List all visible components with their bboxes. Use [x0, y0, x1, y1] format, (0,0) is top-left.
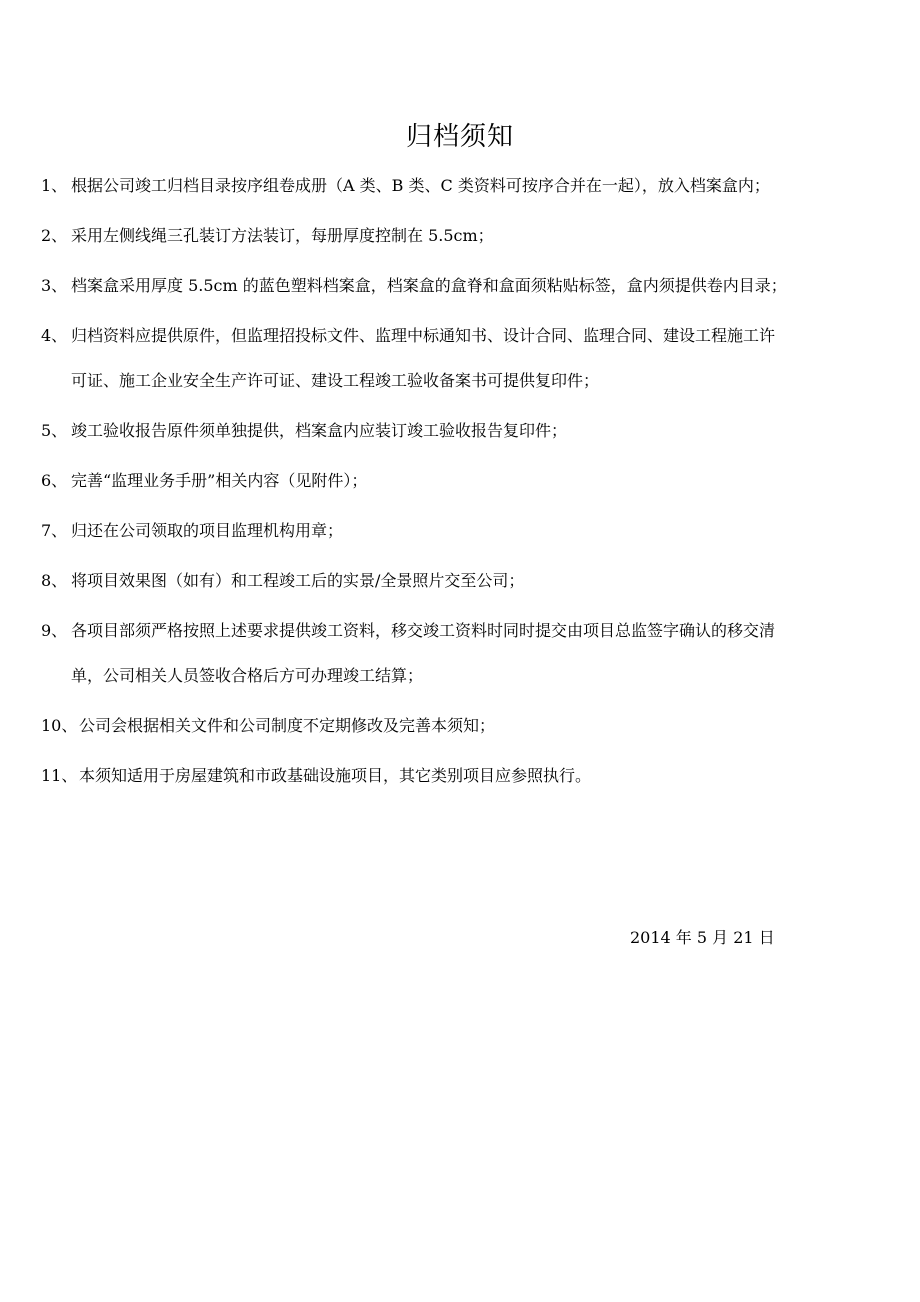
item-number: 2、 [41, 226, 68, 245]
item-number: 4、 [41, 326, 68, 345]
item-number: 1、 [41, 176, 68, 195]
item-text-line-2: 可证、施工企业安全生产许可证、建设工程竣工验收备案书可提供复印件； [71, 371, 600, 390]
list-item [41, 515, 901, 546]
list-item [41, 710, 901, 741]
item-number: 5、 [41, 421, 68, 440]
list-item [41, 170, 901, 201]
item-text: 归还在公司领取的项目监理机构用章； [71, 521, 344, 540]
item-number: 7、 [41, 521, 68, 540]
item-number: 3、 [41, 276, 68, 295]
item-number: 6、 [41, 471, 68, 490]
list-item [41, 415, 901, 446]
item-text: 采用左侧线绳三孔装订方法装订，每册厚度控制在 5.5cm； [71, 226, 494, 245]
list-item [41, 220, 901, 251]
item-text: 本须知适用于房屋建筑和市政基础设施项目，其它类别项目应参照执行。 [79, 766, 592, 785]
item-text: 公司会根据相关文件和公司制度不定期修改及完善本须知； [79, 716, 496, 735]
notice-list [41, 170, 901, 810]
item-text-line-1: 各项目部须严格按照上述要求提供竣工资料，移交竣工资料时同时提交由项目总监签字确认的移交清 [71, 621, 776, 640]
list-item [41, 465, 901, 496]
item-number: 8、 [41, 571, 68, 590]
list-item [41, 615, 901, 691]
item-text-line-2: 单，公司相关人员签收合格后方可办理竣工结算； [71, 666, 424, 685]
item-number: 10、 [41, 716, 78, 735]
item-number: 11、 [41, 766, 78, 785]
document-date: 2014 年 5 月 21 日 [630, 928, 775, 947]
item-text: 完善“监理业务手册”相关内容（见附件）； [71, 471, 368, 490]
item-text: 根据公司竣工归档目录按序组卷成册（A 类、B 类、C 类资料可按序合并在一起），放入档案盒内； [71, 176, 770, 195]
item-text: 竣工验收报告原件须单独提供，档案盒内应装订竣工验收报告复印件； [71, 421, 568, 440]
page-title: 归档须知 [405, 122, 514, 152]
item-text-line-1: 归档资料应提供原件，但监理招投标文件、监理中标通知书、设计合同、监理合同、建设工程施工许 [71, 326, 776, 345]
item-number: 9、 [41, 621, 68, 640]
item-text: 将项目效果图（如有）和工程竣工后的实景/全景照片交至公司； [71, 571, 525, 590]
list-item [41, 320, 901, 396]
list-item [41, 760, 901, 791]
list-item [41, 270, 901, 301]
list-item [41, 565, 901, 596]
item-text: 档案盒采用厚度 5.5cm 的蓝色塑料档案盒，档案盒的盒脊和盒面须粘贴标签，盒内须提供卷内目录； [71, 276, 787, 295]
